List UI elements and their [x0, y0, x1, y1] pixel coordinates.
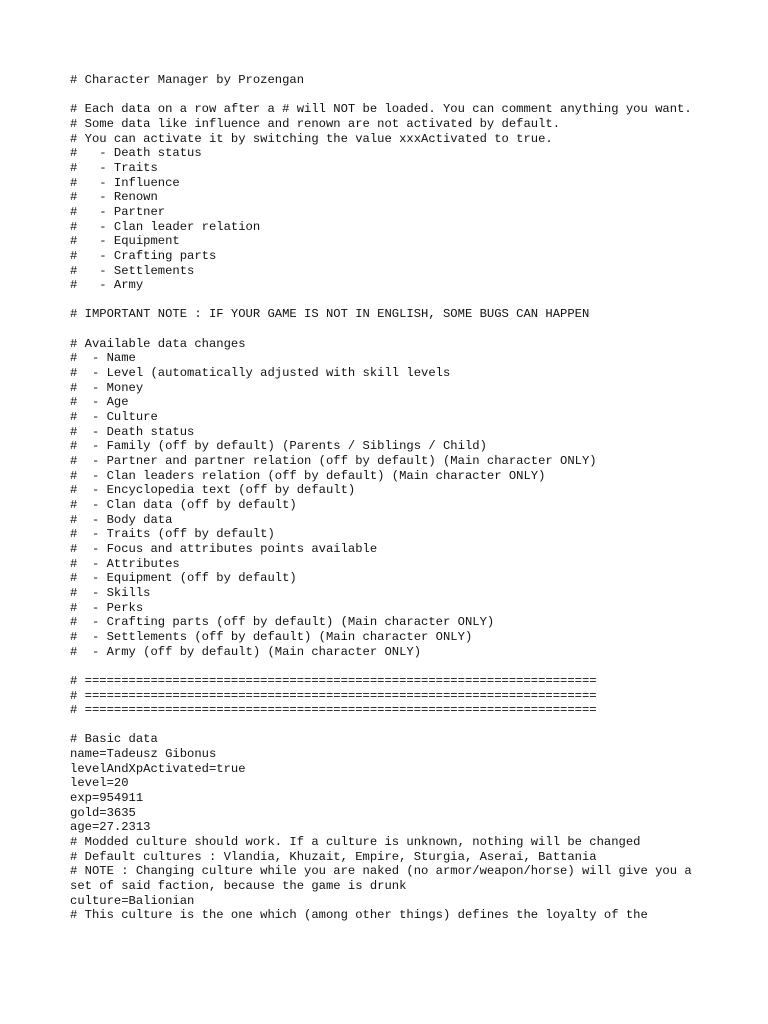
- document-line: # - Traits (off by default): [70, 527, 275, 542]
- document-line: # This culture is the one which (among other things) defines the loyalty of the: [70, 908, 648, 923]
- document-line: # - Settlements (off by default) (Main character ONLY): [70, 629, 473, 644]
- document-line: # NOTE : Changing culture while you are naked (no armor/weapon/horse) will give you a set of said faction, because the game is drunk: [70, 864, 699, 894]
- document-line: # - Clan leader relation: [70, 219, 261, 234]
- document-line: # IMPORTANT NOTE : IF YOUR GAME IS NOT IN ENGLISH, SOME BUGS CAN HAPPEN: [70, 307, 590, 322]
- document-line: # You can activate it by switching the value xxxActivated to true.: [70, 131, 553, 146]
- blank-line: [70, 293, 710, 308]
- document-line: # Character Manager by Prozengan: [70, 73, 305, 87]
- document-line: # Basic data: [70, 732, 158, 747]
- document-line: # - Clan leaders relation (off by default) (Main character ONLY): [70, 468, 546, 483]
- document-line: # - Name: [70, 351, 136, 366]
- document-line: # Available data changes: [70, 336, 246, 351]
- document-line: gold=3635: [70, 805, 136, 820]
- document-line: name=Tadeusz Gibonus: [70, 747, 217, 762]
- document-line: # - Family (off by default) (Parents / Siblings / Child): [70, 439, 487, 454]
- document-line: # Modded culture should work. If a culture is unknown, nothing will be changed: [70, 835, 641, 850]
- document-line: # Some data like influence and renown are not activated by default.: [70, 116, 561, 131]
- document-line: # - Influence: [70, 175, 180, 190]
- document-line: # - Clan data (off by default): [70, 497, 297, 512]
- document-line: levelAndXpActivated=true: [70, 761, 246, 776]
- document-line: # - Age: [70, 395, 129, 410]
- document-line: # - Skills: [70, 585, 151, 600]
- document-line: # - Level (automatically adjusted with skill levels: [70, 366, 451, 381]
- document-line: # - Perks: [70, 600, 144, 615]
- document-line: # ======================================================================: [70, 703, 597, 718]
- document-line: # Each data on a row after a # will NOT be loaded. You can comment anything you want.: [70, 102, 692, 117]
- document-line: # - Traits: [70, 160, 158, 175]
- document-line: culture=Balionian: [70, 893, 195, 908]
- document-line: exp=954911: [70, 791, 144, 806]
- blank-line: [70, 659, 710, 674]
- document-line: # - Money: [70, 380, 144, 395]
- document-line: # - Focus and attributes points available: [70, 541, 378, 556]
- document-line: age=27.2313: [70, 820, 151, 835]
- document-line: # - Crafting parts (off by default) (Main character ONLY): [70, 615, 495, 630]
- document-line: # - Death status: [70, 146, 202, 161]
- document-line: # - Crafting parts: [70, 248, 217, 263]
- document-line: # - Army: [70, 278, 144, 293]
- blank-line: [70, 88, 710, 103]
- document-line: # - Renown: [70, 190, 158, 205]
- document-line: # - Culture: [70, 410, 158, 425]
- document-line: # - Body data: [70, 512, 173, 527]
- document-line: # - Equipment: [70, 234, 180, 249]
- blank-line: [70, 718, 710, 733]
- document-line: # - Encyclopedia text (off by default): [70, 483, 356, 498]
- document-line: # ======================================================================: [70, 688, 597, 703]
- document-line: # - Attributes: [70, 556, 180, 571]
- document-line: # Default cultures : Vlandia, Khuzait, Empire, Sturgia, Aserai, Battania: [70, 849, 597, 864]
- document-line: # ======================================================================: [70, 673, 597, 688]
- config-document: [70, 73, 710, 923]
- blank-line: [70, 322, 710, 337]
- document-line: level=20: [70, 776, 129, 791]
- document-line: # - Army (off by default) (Main character ONLY): [70, 644, 422, 659]
- document-line: # - Equipment (off by default): [70, 571, 297, 586]
- document-line: # - Settlements: [70, 263, 195, 278]
- document-line: # - Partner and partner relation (off by default) (Main character ONLY): [70, 454, 597, 469]
- document-line: # - Partner: [70, 204, 166, 219]
- document-line: # - Death status: [70, 424, 195, 439]
